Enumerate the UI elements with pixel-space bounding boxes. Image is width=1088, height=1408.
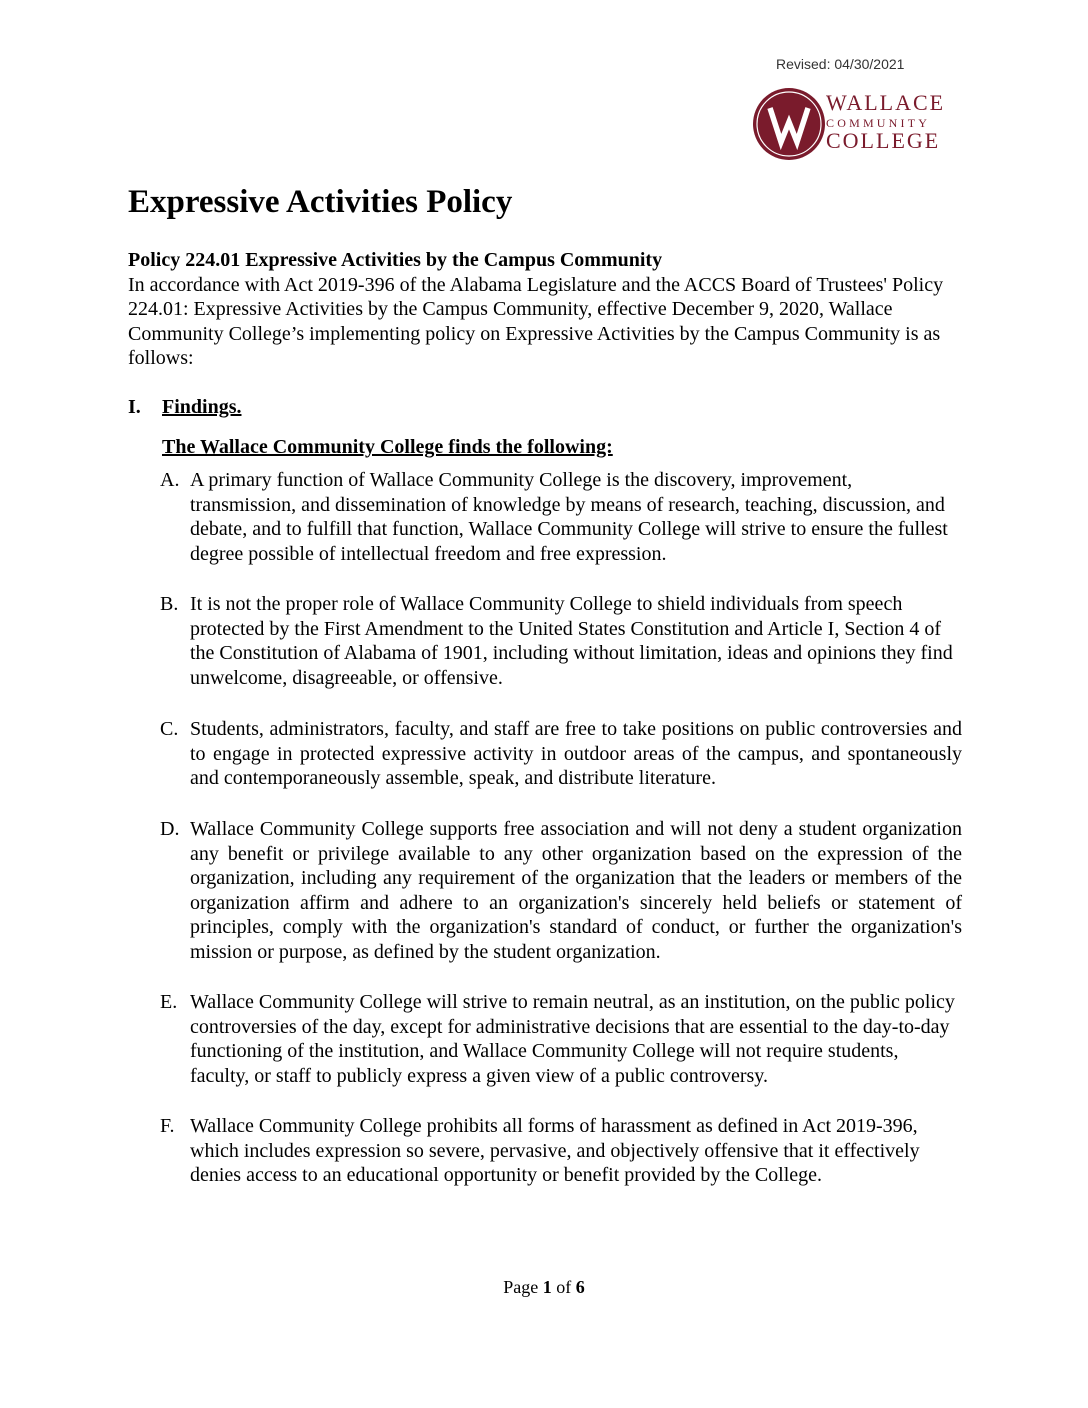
item-text: It is not the proper role of Wallace Community College to shield individuals from speech protected by the First Amendment to the United States Constitution and Article I, Section 4 of the Constitution of Alabama of 1901, including without limitation, ideas and opinions they find unwelcome, disagreeable, or offensive. [190,593,953,689]
intro-paragraph [128,248,968,371]
finding-item-b [160,592,962,690]
item-text: Wallace Community College will strive to remain neutral, as an institution, on the public policy controversies of the day, except for administrative decisions that are essential to the day-to-day functioning of the institution, and Wallace Community College will not require students, faculty, or staff to publicly express a given view of a public controversy. [190,991,955,1087]
item-text: A primary function of Wallace Community College is the discovery, improvement, transmission, and dissemination of knowledge by means of research, teaching, discussion, and debate, and to fulfill that function, Wallace Community College will strive to ensure the fullest degree possible of intellectual freedom and free expression. [190,469,948,565]
finding-item-d [160,817,962,964]
item-text: Wallace Community College supports free association and will not deny a student organization any benefit or privilege available to any other organization based on the expression of the organization, including any requirement of the organization that the leaders or members of the organization affirm and adhere to an organization's sincerely held beliefs or statement of principles, comply with the organization's standard of conduct, or further the organization's mission or purpose, as defined by the student organization. [190,818,962,963]
finding-item-e [160,990,962,1088]
item-letter: B. [160,593,179,615]
item-text: Wallace Community College prohibits all forms of harassment as defined in Act 2019-396, which includes expression so severe, pervasive, and objectively offensive that it effectively denies access to an educational opportunity or benefit provided by the College. [190,1115,920,1186]
page-title: Expressive Activities Policy [128,184,513,220]
page-of: of [556,1277,572,1297]
logo-wordmark [826,92,945,152]
section-number: I. [128,396,141,418]
page-footer [0,1277,1088,1298]
logo-line-community: COMMUNITY [826,116,931,130]
item-letter: E. [160,991,178,1013]
page-current: 1 [542,1277,552,1297]
item-letter: A. [160,469,180,491]
page-prefix: Page [503,1277,539,1297]
revised-date: Revised: 04/30/2021 [776,56,905,72]
logo-line-college: COLLEGE [826,128,941,153]
item-letter: D. [160,818,180,840]
item-text: Students, administrators, faculty, and staff are free to take positions on public controversies and to engage in protected expressive activity in outdoor areas of the campus, and spontaneously and contemporaneously assemble, speak, and distribute literature. [190,718,962,789]
section-heading [128,396,241,419]
finding-item-c [160,717,962,791]
logo-line-wallace: WALLACE [826,90,946,115]
finding-item-f [160,1114,962,1188]
item-letter: C. [160,718,179,740]
item-letter: F. [160,1115,175,1137]
findings-subheading: The Wallace Community College finds the following: [162,436,613,458]
page-total: 6 [575,1277,585,1297]
finding-item-a [160,468,962,566]
intro-body: In accordance with Act 2019-396 of the Alabama Legislature and the ACCS Board of Trustees' Policy 224.01: Expressive Activities by the Campus Community, effective December 9, 2020, Wallace Community College’s implementing policy on Expressive Activities by the Campus Community is as follows: [128,273,944,369]
section-label: Findings. [162,396,242,418]
policy-heading: Policy 224.01 Expressive Activities by the Campus Community [128,249,663,271]
